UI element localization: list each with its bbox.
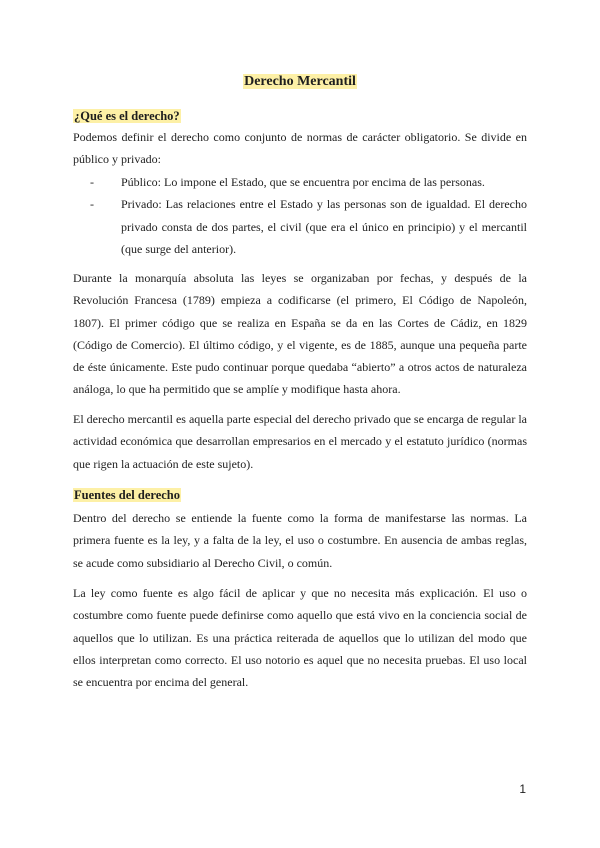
section-heading-text: Fuentes del derecho — [74, 488, 181, 502]
paragraph: La ley como fuente es algo fácil de aplicar y que no necesita más explicación. El uso o costumbre como fuente puede definirse como aquello que está vivo en la conciencia social de aquellos que lo utilizan. Es una práctica reiterada de aquellos que lo utilizan del modo que ellos interpretan como correcto. El uso notorio es aquel que no necesita pruebas. El uso local se encuentra por encima del general. — [73, 586, 527, 690]
paragraph: Podemos definir el derecho como conjunto de normas de carácter obligatorio. Se divide en público y privado: — [73, 130, 527, 167]
list-marker: - — [90, 197, 94, 212]
paragraph: Dentro del derecho se entiende la fuente como la forma de manifestarse las normas. La primera fuente es la ley, y a falta de la ley, el uso o costumbre. En ausencia de ambas reglas, se acude como subsidiario al Derecho Civil, o común. — [73, 511, 527, 570]
list-item — [73, 193, 527, 260]
list-item-text: Privado: Las relaciones entre el Estado y las personas son de igualdad. El derecho privado consta de dos partes, el civil (que era el único en principio) y el mercantil (que surge del anterior). — [121, 197, 527, 256]
sources-paragraph — [73, 507, 527, 574]
paragraph: Durante la monarquía absoluta las leyes se organizaban por fechas, y después de la Revolución Francesa (1789) empieza a codificarse (el primero, El Código de Napoleón, 1807). El primer código que se realiza en España se da en las Cortes de Cádiz, en 1829 (Código de Comercio). El último código, y el vigente, es de 1885, aunque una pequeña parte de éste únicamente. Este pudo continuar porque quedaba “abierto” a otros actos de naturaleza análoga, lo que ha permitido que se amplíe y modifique hasta ahora. — [73, 271, 527, 397]
document-title — [73, 72, 527, 92]
page-number: 1 — [519, 782, 526, 796]
list-item-text: Público: Lo impone el Estado, que se encuentra por encima de las personas. — [121, 175, 485, 189]
history-paragraph — [73, 267, 527, 401]
document-title-text: Derecho Mercantil — [244, 74, 356, 89]
law-custom-paragraph — [73, 582, 527, 693]
section-intro-paragraph — [73, 126, 527, 171]
definition-paragraph — [73, 408, 527, 475]
paragraph: El derecho mercantil es aquella parte especial del derecho privado que se encarga de regular la actividad económica que desarrollan empresarios en el mercado y el estatuto jurídico (normas que rigen la actuación de este sujeto). — [73, 412, 527, 471]
section-heading-text: ¿Qué es el derecho? — [74, 109, 180, 123]
section-heading-que-es-el-derecho — [73, 107, 181, 125]
public-private-list — [73, 171, 527, 260]
list-item — [73, 171, 527, 193]
list-marker: - — [90, 175, 94, 189]
section-heading-fuentes-del-derecho — [73, 486, 181, 504]
